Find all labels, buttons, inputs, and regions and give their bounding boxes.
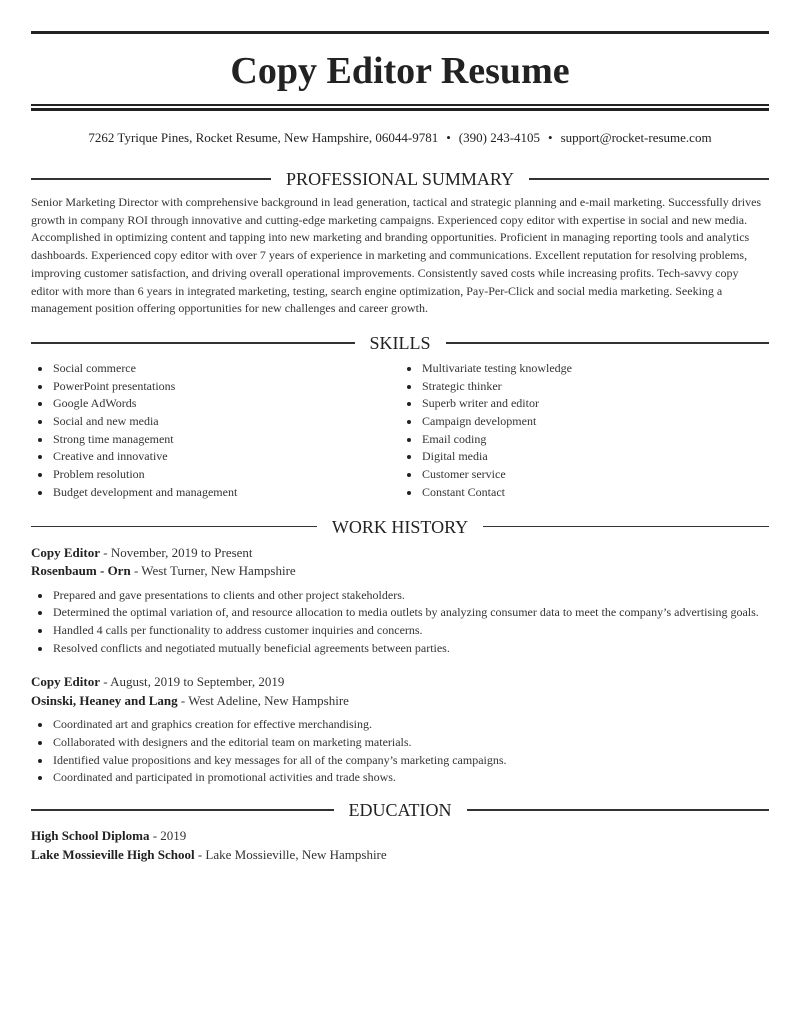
job-title: Copy Editor xyxy=(31,544,100,560)
skill-item: Constant Contact xyxy=(400,484,769,502)
section-heading-skills: SKILLS xyxy=(31,332,769,354)
header-divider-thin xyxy=(31,104,769,106)
job-location: - West Turner, New Hampshire xyxy=(130,563,296,579)
section-heading-summary: PROFESSIONAL SUMMARY xyxy=(31,168,769,190)
header-divider-thick xyxy=(31,108,769,111)
skill-item: Superb writer and editor xyxy=(400,395,769,413)
job-dates: - August, 2019 to September, 2019 xyxy=(99,674,285,690)
contact-info xyxy=(31,129,769,147)
section-heading-work-history: WORK HISTORY xyxy=(31,516,769,538)
job-bullet: Identified value propositions and key messages for all of the company’s marketing campaigns. xyxy=(31,752,769,770)
skill-item: Customer service xyxy=(400,466,769,484)
skill-item: Strategic thinker xyxy=(400,378,769,396)
skill-item: Creative and innovative xyxy=(31,448,400,466)
job-entry xyxy=(31,544,769,658)
skill-item: Campaign development xyxy=(400,413,769,431)
job-bullets xyxy=(31,716,769,787)
job-bullets xyxy=(31,587,769,658)
section-heading-education: EDUCATION xyxy=(31,799,769,821)
school-name: Lake Mossieville High School xyxy=(31,846,195,862)
school-location: - Lake Mossieville, New Hampshire xyxy=(194,846,387,862)
job-bullet: Coordinated art and graphics creation for effective merchandising. xyxy=(31,716,769,734)
skills-column-left xyxy=(31,360,400,502)
job-location: - West Adeline, New Hampshire xyxy=(177,692,349,708)
job-bullet: Coordinated and participated in promotional activities and trade shows. xyxy=(31,769,769,787)
skill-item: Email coding xyxy=(400,431,769,449)
skill-item: Social and new media xyxy=(31,413,400,431)
skill-item: Google AdWords xyxy=(31,395,400,413)
job-bullet: Resolved conflicts and negotiated mutually beneficial agreements between parties. xyxy=(31,640,769,658)
job-bullet: Collaborated with designers and the editorial team on marketing materials. xyxy=(31,734,769,752)
skills-column-right xyxy=(400,360,769,502)
skill-item: Social commerce xyxy=(31,360,400,378)
top-divider xyxy=(31,31,769,34)
company-name: Rosenbaum - Orn xyxy=(31,563,131,579)
separator: • xyxy=(548,130,553,145)
separator: • xyxy=(446,130,451,145)
graduation-year: - 2019 xyxy=(149,828,187,844)
resume xyxy=(31,31,769,864)
contact-address: 7262 Tyrique Pines, Rocket Resume, New Hampshire, 06044-9781 xyxy=(88,130,439,145)
skill-item: PowerPoint presentations xyxy=(31,378,400,396)
skill-item: Digital media xyxy=(400,448,769,466)
job-title: Copy Editor xyxy=(31,674,100,690)
skill-item: Multivariate testing knowledge xyxy=(400,360,769,378)
job-dates: - November, 2019 to Present xyxy=(99,544,253,560)
skill-item: Problem resolution xyxy=(31,466,400,484)
job-entry xyxy=(31,673,769,787)
skills-list xyxy=(31,360,769,502)
job-bullet: Prepared and gave presentations to clients and other project stakeholders. xyxy=(31,587,769,605)
job-bullet: Determined the optimal variation of, and resource allocation to media outlets by analyzing consumer data to meet the company’s advertising goals. xyxy=(31,604,769,622)
skill-item: Budget development and management xyxy=(31,484,400,502)
page-title: Copy Editor Resume xyxy=(230,50,570,92)
work-history xyxy=(31,544,769,788)
job-bullet: Handled 4 calls per functionality to address customer inquiries and concerns. xyxy=(31,622,769,640)
degree: High School Diploma xyxy=(31,828,150,844)
contact-email: support@rocket-resume.com xyxy=(560,130,712,145)
skill-item: Strong time management xyxy=(31,431,400,449)
company-name: Osinski, Heaney and Lang xyxy=(31,692,178,708)
summary-text: Senior Marketing Director with comprehensive background in lead generation, tactical and strategic planning and e-mail marketing. Successfully drives growth in company ROI through innovative and cutting-edge marketing campaigns. Experienced copy editor with expertise in social and new media. Accomplished in optimizing content and tapping into new marketing and branding opportunities. Proficient in managing reporting tools and analytics dashboards. Experienced copy editor with over 7 years of experience in marketing and communications. Excellent reputation for resolving problems, improving customer satisfaction, and driving overall operational improvements. Consistently saved costs while increasing profits. Tech-savvy copy editor with more than 6 years in integrated marketing, testing, search engine optimization, Pay-Per-Click and social media marketing. Seeking a management position offering opportunities for new challenges and career growth. xyxy=(31,195,762,316)
contact-phone: (390) 243-4105 xyxy=(458,130,541,145)
education-entry xyxy=(31,827,769,864)
